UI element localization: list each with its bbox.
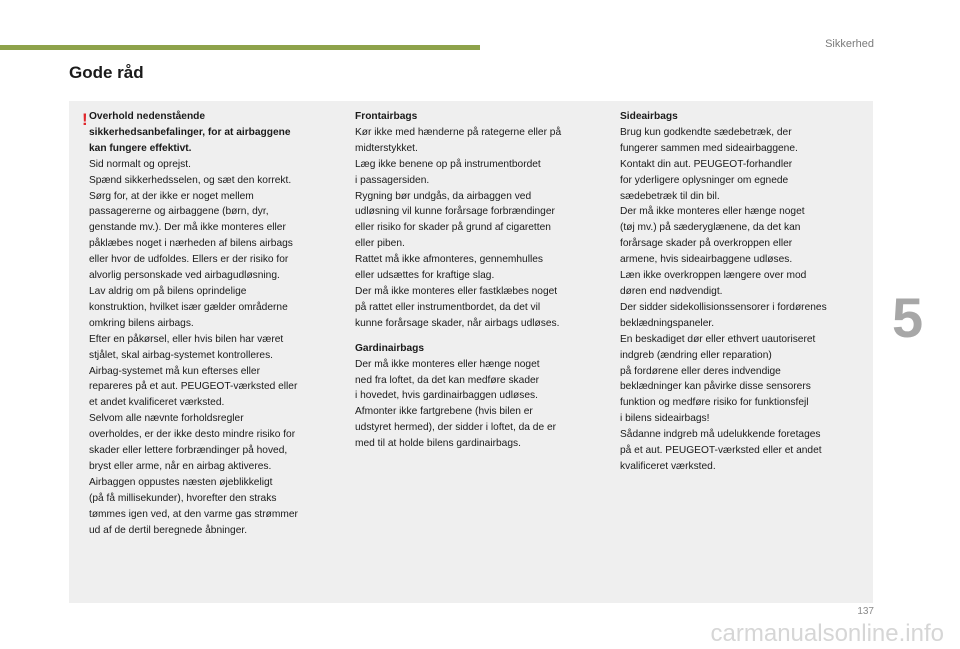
warning-heading: Overhold nedenstående sikkerhedsanbefalinger, for at airbaggene kan fungere effektivt. bbox=[89, 111, 291, 154]
warning-column bbox=[89, 109, 341, 538]
frontairbags-heading: Frontairbags bbox=[355, 111, 418, 122]
sideairbags-heading: Sideairbags bbox=[620, 111, 678, 122]
header-accent-bar bbox=[0, 45, 480, 50]
warning-body: Sid normalt og oprejst. Spænd sikkerhedsselen, og sæt den korrekt. Sørg for, at der ikke er noget mellem passagererne og airbaggene (børn, dyr, genstande mv.). Der må ikke monteres eller påklæbes noget i nærheden af bilens airbags eller hvor de udfoldes. Ellers er der risiko for alvorlig personskade ved airbagudløsning. Lav aldrig om på bilens oprindelige konstruktion, hvilket især gælder områderne omkring bilens airbags. Efter en påkørsel, eller hvis bilen har været stjålet, skal airbag-systemet kontrolleres. Airbag-systemet må kun efterses eller repareres på et aut. PEUGEOT-værksted eller et andet kvalificeret værksted. Selvom alle nævnte forholdsregler overholdes, er der ikke desto mindre risiko for skader eller lettere forbrændinger på hoved, bryst eller arme, når en airbag aktiveres. Airbaggen oppustes næsten øjeblikkeligt (på få millisekunder), hvorefter den straks tømmes igen ved, at den varme gas strømmer ud af de dertil beregnede åbninger. bbox=[89, 158, 298, 536]
gardinairbags-body: Der må ikke monteres eller hænge noget ned fra loftet, da det kan medføre skader i hovedet, hvis gardinairbaggen udløses. Afmonter ikke fartgrebene (hvis bilen er udstyret hermed), der sidder i loftet, da de er med til at holde bilens gardinairbags. bbox=[355, 358, 557, 450]
airbag-column bbox=[355, 109, 603, 452]
page-number: 137 bbox=[857, 606, 874, 617]
section-label: Sikkerhed bbox=[825, 38, 874, 50]
info-panel bbox=[69, 101, 873, 603]
frontairbags-body: Kør ikke med hænderne på rategerne eller på midterstykket. Læg ikke benene op på instrumentbordet i passagersiden. Rygning bør undgås, da airbaggen ved udløsning vil kunne forårsage forbrændinger eller risiko for skader på grund af cigaretten eller piben. Rattet må ikke afmonteres, gennemhulles eller udsættes for kraftige slag. Der må ikke monteres eller fastklæbes noget på rattet eller instrumentbordet, da det vil kunne forårsage skader, når airbags udløses. bbox=[355, 126, 562, 329]
exclamation-icon: ! bbox=[82, 110, 88, 129]
gardinairbags-heading: Gardinairbags bbox=[355, 342, 425, 354]
sideairbags-body: Brug kun godkendte sædebetræk, der fungerer sammen med sideairbaggene. Kontakt din aut. PEUGEOT-forhandler for yderligere oplysninger om egnede sædebetræk til din bil. Der må ikke monteres eller hænge noget (tøj mv.) på sæderyglænene, da det kan forårsage skader på overkroppen eller armene, hvis sideairbaggene udløses. Læn ikke overkroppen længere over mod døren end nødvendigt. Der sidder sidekollisionssensorer i fordørenes beklædningspaneler. En beskadiget dør eller ethvert uautoriseret indgreb (ændring eller reparation) på fordørene eller deres indvendige beklædninger kan påvirke disse sensorers funktion og medføre risiko for funktionsfejl i bilens sideairbags! Sådanne indgreb må udelukkende foretages på et aut. PEUGEOT-værksted eller et andet kvalificeret værksted. bbox=[620, 126, 827, 472]
chapter-number: 5 bbox=[892, 286, 924, 349]
page-title: Gode råd bbox=[69, 63, 144, 82]
sideairbags-column bbox=[620, 109, 860, 475]
watermark: carmanualsonline.info bbox=[710, 620, 944, 647]
